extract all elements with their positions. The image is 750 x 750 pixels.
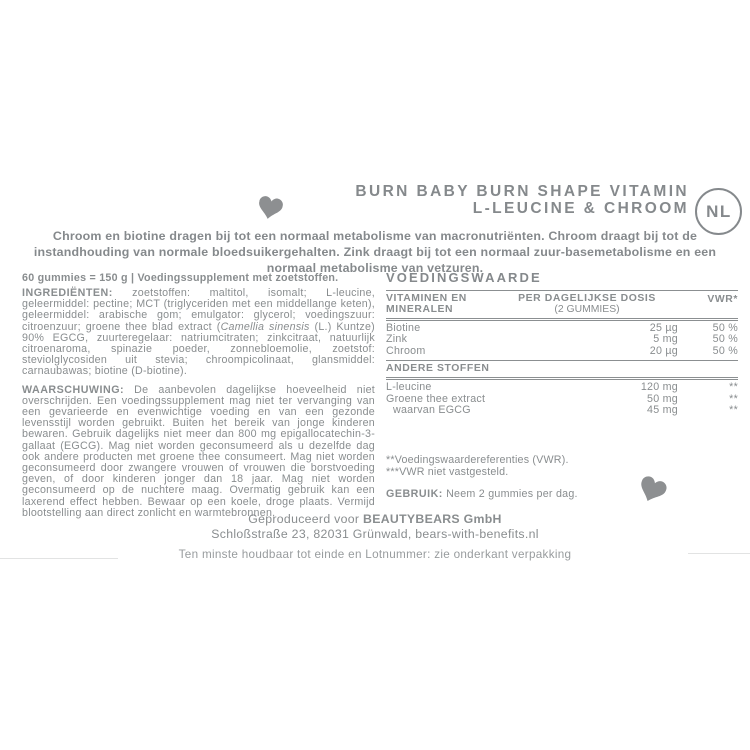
- usage-instructions: [386, 488, 738, 500]
- intro-claims-text: Chroom en biotine dragen bij tot een normaal metabolisme van macronutriënten. Chroom draagt bij tot de instandhouding van normale bloedsuikergehalten. Zink draagt bij tot een normaal zuur-basemetabolisme en een normaal metabolisme van vetzuren.: [33, 229, 717, 275]
- usage-text: Neem 2 gummies per dag.: [442, 487, 578, 500]
- footnote-vwr: **Voedingswaardereferenties (VWR).: [386, 454, 569, 467]
- other-substances-rows: [386, 380, 738, 419]
- footnote-vwr-na: ***VWR niet vastgesteld.: [386, 465, 509, 478]
- nutrition-table-header: [386, 291, 738, 318]
- die-cut-line: [688, 553, 750, 554]
- ingredients-text-1: zoetstoffen: maltitol, isomalt; L-leucine, geleermiddel: pectine; MCT (triglyceriden met een middellange keten), geleermiddel: arabische gom; emulgator: glycerol; voedingszuur: citroenzuur; groene thee blad extract (: [22, 287, 375, 333]
- header-col-vwr: VWR*: [707, 294, 738, 305]
- table-row: waarvan EGCG 45 mg **: [393, 404, 738, 417]
- ingredients-paragraph: [22, 288, 375, 378]
- right-column: [386, 270, 738, 519]
- left-column: [22, 270, 375, 519]
- header-col-vitamins: VITAMINEN EN MINERALEN: [386, 293, 467, 315]
- title-line-1: BURN BABY BURN SHAPE VITAMIN: [355, 183, 689, 200]
- nutrition-table-title: VOEDINGSWAARDE: [386, 270, 542, 285]
- produced-for-line: [0, 512, 750, 526]
- warning-paragraph: [22, 385, 375, 519]
- company-name: BEAUTYBEARS GmbH: [363, 512, 502, 526]
- header-col-dose: PER DAGELIJKSE DOSIS (2 GUMMIES): [518, 293, 656, 315]
- table-footnotes: [386, 455, 738, 478]
- manufacturer-footer: [0, 512, 750, 561]
- language-badge: [695, 188, 742, 235]
- table-row: Biotine 25 µg 50 %: [386, 322, 738, 335]
- table-row: Chroom 20 µg 50 %: [386, 344, 738, 357]
- produced-for-prefix: Geproduceerd voor: [248, 512, 364, 526]
- address-line: Schloßstraße 23, 82031 Grünwald, bears-with-benefits.nl: [211, 527, 539, 541]
- vitamins-rows: [386, 321, 738, 360]
- serving-info: 60 gummies = 150 g | Voedingssupplement met zoetstoffen.: [22, 272, 339, 284]
- ingredients-text-2: (L.) Kuntze) 90% EGCG, zuurteregelaar: natriumcitraten; zinkcitraat, natuurlijk citroenaroma, spinazie poeder, zonnebloemolie, zoetstof: steviolglycosiden uit stevia; chroompicolinaat, glansmiddel: carnaubawas; biotine (D-biotine).: [22, 320, 375, 378]
- table-row: Zink 5 mg 50 %: [386, 333, 738, 346]
- page-title: [355, 183, 689, 217]
- shelf-life-line: Ten minste houdbaar tot einde en Lotnummer: zie onderkant verpakking: [178, 548, 572, 561]
- warning-text: De aanbevolen dagelijkse hoeveelheid niet overschrijden. Een voedingssupplement mag niet ter vervanging van een gevarieerde en evenwichtige voeding en van een gezonde levensstijl worden gebruikt. Buiten het bereik van jonge kinderen bewaren. Gebruik dagelijks niet meer dan 800 mg epigallocatechin-3-gallaat (EGCG). Mag niet worden geconsumeerd als u dezelfde dag ook andere producten met groene thee consumeert. Mag niet worden geconsumeerd door zwangere vrouwen of vrouwen die borstvoeding geven, of door kinderen jonger dan 18 jaar. Mag niet worden geconsumeerd op de nuchtere maag. Overmatig gebruik kan een laxerend effect hebben. Bewaar op een koele, droge plaats. Vermijd blootstelling aan direct zonlicht en warmtebronnen.: [22, 383, 375, 519]
- heart-icon: [256, 195, 284, 222]
- title-line-2: L-LEUCINE & CHROOM: [472, 200, 689, 217]
- language-badge-label: NL: [706, 201, 732, 221]
- warning-label: WAARSCHUWING:: [22, 383, 125, 396]
- ingredients-latin-name: Camellia sinensis: [220, 320, 310, 333]
- table-row: Groene thee extract 50 mg **: [386, 392, 738, 405]
- other-substances-header: ANDERE STOFFEN: [386, 363, 490, 375]
- die-cut-line: [0, 558, 118, 559]
- usage-label: GEBRUIK:: [386, 487, 443, 500]
- content-columns: [22, 270, 738, 519]
- ingredients-label: INGREDIËNTEN:: [22, 287, 113, 299]
- table-row: L-leucine 120 mg **: [386, 381, 738, 394]
